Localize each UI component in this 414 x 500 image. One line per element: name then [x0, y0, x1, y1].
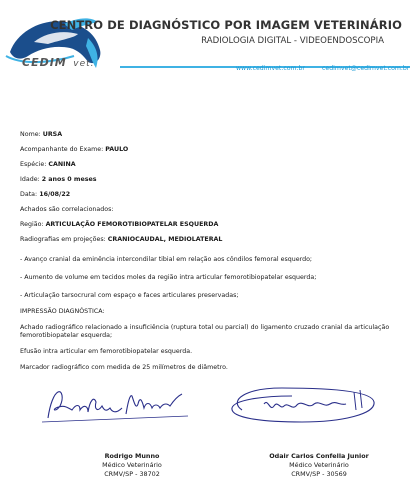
signature-rodrigo-munno	[42, 386, 192, 426]
findings-intro: Achados são correlacionados:	[20, 206, 114, 213]
date-label: Data:	[20, 191, 38, 198]
signer-2-crmv: CRMV/SP - 30569	[291, 469, 347, 478]
finding-2: - Aumento de volume em tecidos moles da região intra articular femorotibiopatelar esquerda;	[20, 274, 317, 281]
projections-label: Radiografias em projeções:	[20, 236, 106, 243]
impression-2: Efusão intra articular em femorotibiopatelar esquerda.	[20, 348, 193, 355]
signer-2-name: Odair Carlos Confella Junior	[269, 452, 369, 460]
age-label: Idade:	[20, 176, 40, 183]
patient-name-value: URSA	[42, 131, 63, 138]
guardian-label: Acompanhante do Exame:	[20, 146, 104, 153]
signer-1-crmv: CRMV/SP - 38702	[104, 469, 160, 478]
age-value: 2 anos 0 meses	[41, 176, 97, 183]
species-row	[20, 161, 76, 168]
guardian-row	[20, 146, 128, 153]
species-label: Espécie:	[20, 161, 47, 168]
date-value: 16/08/22	[39, 191, 71, 198]
signer-1-name: Rodrigo Munno	[104, 452, 160, 460]
signature-odair-confella	[222, 384, 382, 428]
signer-1-role: Médico Veterinário	[102, 460, 162, 469]
letterhead	[0, 0, 414, 80]
date-row	[20, 191, 70, 198]
center-subtitle: RADIOLOGIA DIGITAL - VIDEOENDOSCOPIA	[201, 36, 384, 46]
impression-title: IMPRESSÃO DIAGNÓSTICA:	[20, 308, 105, 315]
logo-wordmark	[22, 56, 95, 69]
region-label: Região:	[20, 221, 44, 228]
website-link[interactable]: www.cedimvet.com.br	[236, 65, 305, 72]
signer-block-2	[244, 452, 394, 478]
projections-row	[20, 236, 222, 243]
patient-name-row	[20, 131, 62, 138]
region-value: ARTICULAÇÃO FEMOROTIBIOPATELAR ESQUERDA	[45, 221, 219, 228]
projections-value: CRANIOCAUDAL, MEDIOLATERAL	[107, 236, 223, 243]
marker-note: Marcador radiográfico com medida de 25 milímetros de diâmetro.	[20, 364, 228, 371]
logo-main-text: CEDIM	[22, 56, 67, 69]
finding-1: - Avanço cranial da eminência intercondilar tibial em relação aos côndilos femoral esquerdo;	[20, 256, 313, 263]
center-title: CENTRO DE DIAGNÓSTICO POR IMAGEM VETERINÁRIO	[50, 18, 402, 32]
region-row	[20, 221, 218, 228]
signer-block-1	[72, 452, 192, 478]
age-row	[20, 176, 96, 183]
email-link[interactable]: cedimvet@cedimvet.com.br	[322, 65, 410, 72]
impression-1: Achado radiográfico relacionado a insuficiência (ruptura total ou parcial) do ligamento cruzado cranial da articulação femorotibiopatelar esquerda;	[20, 324, 390, 340]
logo-sub-text: vet.	[73, 59, 95, 69]
guardian-value: PAULO	[105, 146, 129, 153]
finding-3: - Articulação tarsocrural com espaço e faces articulares preservadas;	[20, 292, 239, 299]
signer-2-role: Médico Veterinário	[289, 460, 349, 469]
patient-name-label: Nome:	[20, 131, 41, 138]
species-value: CANINA	[48, 161, 76, 168]
